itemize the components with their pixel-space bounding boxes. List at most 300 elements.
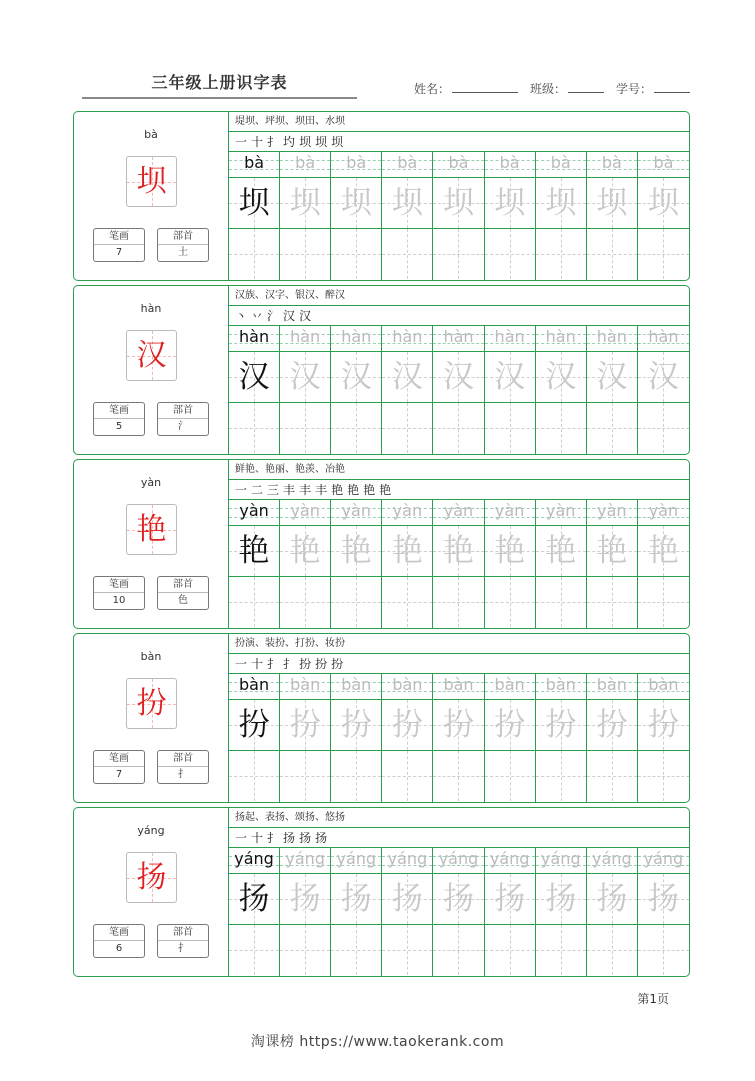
- pinyin-trace: bà: [346, 153, 367, 172]
- char-trace: 艳: [289, 533, 321, 569]
- char-cell[interactable]: [229, 526, 279, 577]
- empty-char-cell[interactable]: [485, 925, 535, 975]
- pinyin-trace: bà: [499, 153, 520, 172]
- char-trace: 艳: [596, 533, 628, 569]
- pinyin-trace: bàn: [545, 675, 576, 694]
- id-field[interactable]: [654, 92, 690, 93]
- pinyin-trace: hàn: [494, 327, 525, 346]
- empty-char-cell[interactable]: [331, 925, 381, 975]
- char-trace: 汉: [289, 359, 321, 395]
- class-field[interactable]: [568, 92, 604, 93]
- practice-grid: [229, 326, 689, 454]
- practice-panel: [229, 808, 689, 976]
- stroke-step: 一: [235, 135, 248, 149]
- pinyin-trace: hàn: [239, 327, 270, 346]
- empty-char-cell[interactable]: [229, 577, 279, 627]
- char-display-box: [126, 678, 177, 729]
- pinyin-cell[interactable]: [382, 326, 432, 352]
- empty-char-cell[interactable]: [638, 577, 689, 627]
- example-words: 鲜艳、艳丽、艳羡、冶艳: [229, 460, 689, 480]
- radical-value: 氵: [178, 421, 188, 432]
- pinyin-cell[interactable]: [280, 326, 330, 352]
- pinyin-cell[interactable]: [587, 500, 637, 526]
- pinyin-cell[interactable]: [382, 848, 432, 874]
- char-cell[interactable]: [433, 352, 483, 403]
- pinyin-cell[interactable]: [382, 674, 432, 700]
- char-display-box: [126, 156, 177, 207]
- char-info-panel: [74, 634, 229, 802]
- char-cell[interactable]: [587, 526, 637, 577]
- pinyin-trace: yàn: [597, 501, 627, 520]
- pinyin-cell[interactable]: [433, 326, 483, 352]
- char-cell[interactable]: [382, 874, 432, 925]
- class-label: 班级：: [529, 82, 566, 96]
- practice-column: [280, 674, 331, 802]
- pinyin-cell[interactable]: [433, 500, 483, 526]
- stroke-step: 丰: [315, 483, 328, 497]
- pinyin-cell[interactable]: [229, 152, 279, 178]
- pinyin-trace: yáng: [285, 849, 325, 868]
- char-cell[interactable]: [536, 700, 586, 751]
- pinyin-trace: yàn: [546, 501, 576, 520]
- char-trace: 坝: [289, 185, 321, 221]
- char-trace: 艳: [391, 533, 423, 569]
- empty-char-cell[interactable]: [587, 925, 637, 975]
- char-cell[interactable]: [229, 352, 279, 403]
- practice-column: [331, 848, 382, 976]
- practice-column: [331, 674, 382, 802]
- char-display: 汉: [136, 338, 167, 373]
- practice-column: [536, 848, 587, 976]
- char-trace: 坝: [647, 185, 679, 221]
- char-trace: 坝: [391, 185, 423, 221]
- practice-panel: [229, 460, 689, 628]
- pinyin-cell[interactable]: [280, 152, 330, 178]
- empty-char-cell[interactable]: [382, 403, 432, 453]
- char-info-panel: [74, 112, 229, 280]
- empty-char-cell[interactable]: [280, 751, 330, 801]
- practice-column: [331, 152, 382, 280]
- empty-char-cell[interactable]: [229, 229, 279, 279]
- stroke-step: 坝: [299, 135, 312, 149]
- char-display-box: [126, 504, 177, 555]
- pinyin-trace: bàn: [341, 675, 372, 694]
- empty-char-cell[interactable]: [587, 577, 637, 627]
- empty-char-cell[interactable]: [587, 229, 637, 279]
- pinyin-cell[interactable]: [485, 848, 535, 874]
- pinyin-cell[interactable]: [587, 152, 637, 178]
- pinyin-trace: bà: [653, 153, 674, 172]
- char-trace: 艳: [494, 533, 526, 569]
- pinyin-cell[interactable]: [587, 326, 637, 352]
- pinyin-cell[interactable]: [331, 848, 381, 874]
- stroke-step: 扌: [267, 657, 280, 671]
- char-cell[interactable]: [433, 178, 483, 229]
- practice-column: [433, 152, 484, 280]
- stroke-step: 扮: [331, 657, 344, 671]
- practice-column: [382, 500, 433, 628]
- pinyin-cell[interactable]: [485, 500, 535, 526]
- pinyin-cell[interactable]: [280, 500, 330, 526]
- strokes-count: 5: [115, 421, 123, 432]
- example-words: 扮演、装扮、打扮、妆扮: [229, 634, 689, 654]
- radical-box: [157, 924, 209, 958]
- pinyin-trace: bà: [601, 153, 622, 172]
- empty-char-cell[interactable]: [433, 403, 483, 453]
- pinyin-cell[interactable]: [433, 152, 483, 178]
- char-cell[interactable]: [587, 178, 637, 229]
- char-trace: 扬: [340, 881, 372, 917]
- char-cell[interactable]: [331, 526, 381, 577]
- stroke-step: 汉: [283, 309, 296, 323]
- pinyin-cell[interactable]: [638, 500, 689, 526]
- empty-char-cell[interactable]: [229, 751, 279, 801]
- char-cell[interactable]: [331, 874, 381, 925]
- char-cell[interactable]: [587, 700, 637, 751]
- strokes-box: [93, 924, 145, 958]
- pinyin-trace: yáng: [234, 849, 274, 868]
- radical-box: [157, 750, 209, 784]
- pinyin-trace: yàn: [443, 501, 474, 520]
- empty-char-cell[interactable]: [638, 925, 689, 975]
- stroke-step: 丷: [251, 309, 264, 323]
- name-field[interactable]: [452, 92, 518, 93]
- practice-column: [280, 500, 331, 628]
- stroke-order: [229, 654, 689, 674]
- empty-char-cell[interactable]: [536, 925, 586, 975]
- empty-char-cell[interactable]: [331, 229, 381, 279]
- pinyin-trace: hàn: [290, 327, 321, 346]
- char-trace: 坝: [340, 185, 372, 221]
- char-cell[interactable]: [485, 526, 535, 577]
- pinyin-cell[interactable]: [587, 674, 637, 700]
- practice-column: [433, 326, 484, 454]
- practice-column: [638, 152, 689, 280]
- empty-char-cell[interactable]: [485, 403, 535, 453]
- empty-char-cell[interactable]: [382, 577, 432, 627]
- pinyin-cell[interactable]: [280, 848, 330, 874]
- char-cell[interactable]: [638, 874, 689, 925]
- practice-column: [485, 326, 536, 454]
- char-info-panel: [74, 286, 229, 454]
- char-trace: 坝: [596, 185, 628, 221]
- pinyin-trace: hàn: [545, 327, 576, 346]
- empty-char-cell[interactable]: [382, 925, 432, 975]
- char-cell[interactable]: [229, 874, 279, 925]
- char-cell[interactable]: [638, 700, 689, 751]
- char-trace: 汉: [647, 359, 679, 395]
- char-trace: 扬: [289, 881, 321, 917]
- pinyin-trace: bà: [550, 153, 571, 172]
- empty-char-cell[interactable]: [587, 751, 637, 801]
- char-trace: 艳: [238, 533, 270, 569]
- empty-char-cell[interactable]: [331, 577, 381, 627]
- char-display: 扬: [136, 860, 167, 895]
- practice-column: [229, 674, 280, 802]
- pinyin-trace: yàn: [494, 501, 525, 520]
- pinyin-trace: bà: [448, 153, 469, 172]
- radical-box: [157, 228, 209, 262]
- stroke-step: 三: [267, 483, 280, 497]
- empty-char-cell[interactable]: [587, 403, 637, 453]
- pinyin-cell[interactable]: [587, 848, 637, 874]
- empty-char-cell[interactable]: [280, 577, 330, 627]
- stroke-step: 艳: [379, 483, 392, 497]
- stroke-step: 艳: [363, 483, 376, 497]
- char-pinyin: bà: [144, 128, 158, 141]
- empty-char-cell[interactable]: [638, 229, 689, 279]
- stroke-step: 坝: [331, 135, 344, 149]
- char-cell[interactable]: [433, 700, 483, 751]
- char-cell[interactable]: [382, 178, 432, 229]
- pinyin-cell[interactable]: [485, 152, 535, 178]
- practice-column: [229, 848, 280, 976]
- char-cell[interactable]: [638, 178, 689, 229]
- pinyin-trace: yáng: [643, 849, 684, 868]
- pinyin-trace: bà: [295, 153, 316, 172]
- char-cell[interactable]: [485, 352, 535, 403]
- char-trace: 艳: [442, 533, 474, 569]
- empty-char-cell[interactable]: [485, 577, 535, 627]
- char-display: 坝: [136, 164, 167, 199]
- practice-column: [382, 152, 433, 280]
- practice-column: [229, 500, 280, 628]
- char-cell[interactable]: [280, 526, 330, 577]
- char-trace: 坝: [442, 185, 474, 221]
- char-trace: 扮: [391, 707, 423, 743]
- empty-char-cell[interactable]: [382, 229, 432, 279]
- practice-column: [638, 326, 689, 454]
- empty-char-cell[interactable]: [229, 925, 279, 975]
- char-trace: 艳: [340, 533, 372, 569]
- pinyin-cell[interactable]: [536, 326, 586, 352]
- empty-char-cell[interactable]: [536, 403, 586, 453]
- empty-char-cell[interactable]: [433, 577, 483, 627]
- char-cell[interactable]: [280, 178, 330, 229]
- char-cell[interactable]: [280, 352, 330, 403]
- char-trace: 汉: [238, 359, 270, 395]
- practice-column: [536, 152, 587, 280]
- practice-column: [587, 152, 638, 280]
- char-trace: 扬: [442, 881, 474, 917]
- char-cell[interactable]: [536, 526, 586, 577]
- char-info-panel: [74, 808, 229, 976]
- char-cell[interactable]: [536, 352, 586, 403]
- pinyin-cell[interactable]: [331, 674, 381, 700]
- char-cell[interactable]: [433, 526, 483, 577]
- title-block: [82, 70, 357, 99]
- char-cell[interactable]: [638, 526, 689, 577]
- pinyin-trace: yáng: [438, 849, 479, 868]
- empty-char-cell[interactable]: [382, 751, 432, 801]
- char-trace: 扬: [391, 881, 423, 917]
- char-trace: 坝: [545, 185, 577, 221]
- empty-char-cell[interactable]: [280, 925, 330, 975]
- stroke-step: 扬: [283, 831, 296, 845]
- pinyin-cell[interactable]: [229, 848, 279, 874]
- practice-column: [229, 326, 280, 454]
- char-cell[interactable]: [536, 178, 586, 229]
- practice-column: [638, 848, 689, 976]
- practice-column: [485, 674, 536, 802]
- pinyin-cell[interactable]: [638, 326, 689, 352]
- char-cell[interactable]: [485, 178, 535, 229]
- char-cell[interactable]: [382, 526, 432, 577]
- empty-char-cell[interactable]: [536, 751, 586, 801]
- radical-label: 部首: [158, 229, 208, 245]
- char-cell[interactable]: [485, 874, 535, 925]
- stroke-step: 扬: [299, 831, 312, 845]
- char-trace: 坝: [238, 185, 270, 221]
- char-cell[interactable]: [485, 700, 535, 751]
- pinyin-cell[interactable]: [280, 674, 330, 700]
- pinyin-cell[interactable]: [229, 500, 279, 526]
- pinyin-cell[interactable]: [485, 674, 535, 700]
- empty-char-cell[interactable]: [536, 577, 586, 627]
- radical-label: 部首: [158, 925, 208, 941]
- pinyin-trace: bàn: [648, 675, 679, 694]
- character-card: [73, 111, 690, 281]
- char-cell[interactable]: [382, 352, 432, 403]
- practice-column: [331, 326, 382, 454]
- empty-char-cell[interactable]: [485, 229, 535, 279]
- stroke-order: [229, 132, 689, 152]
- pinyin-trace: yáng: [387, 849, 428, 868]
- char-cell[interactable]: [382, 700, 432, 751]
- char-cell[interactable]: [280, 700, 330, 751]
- empty-char-cell[interactable]: [331, 403, 381, 453]
- pinyin-cell[interactable]: [536, 152, 586, 178]
- pinyin-cell[interactable]: [485, 326, 535, 352]
- radical-value: 扌: [178, 943, 188, 954]
- pinyin-trace: hàn: [443, 327, 474, 346]
- stroke-step: 扮: [299, 657, 312, 671]
- stroke-step: 十: [251, 657, 264, 671]
- pinyin-cell[interactable]: [638, 848, 689, 874]
- practice-column: [382, 848, 433, 976]
- char-cell[interactable]: [280, 874, 330, 925]
- char-cell[interactable]: [536, 874, 586, 925]
- empty-char-cell[interactable]: [280, 229, 330, 279]
- char-cell[interactable]: [638, 352, 689, 403]
- pinyin-cell[interactable]: [638, 674, 689, 700]
- pinyin-cell[interactable]: [433, 848, 483, 874]
- pinyin-cell[interactable]: [536, 848, 586, 874]
- char-cell[interactable]: [229, 178, 279, 229]
- strokes-box: [93, 750, 145, 784]
- pinyin-cell[interactable]: [331, 326, 381, 352]
- practice-column: [382, 674, 433, 802]
- pinyin-cell[interactable]: [229, 674, 279, 700]
- stroke-step: 氵: [267, 309, 280, 323]
- empty-char-cell[interactable]: [485, 751, 535, 801]
- char-cell[interactable]: [331, 352, 381, 403]
- practice-column: [331, 500, 382, 628]
- empty-char-cell[interactable]: [638, 751, 689, 801]
- char-trace: 扬: [647, 881, 679, 917]
- pinyin-cell[interactable]: [331, 152, 381, 178]
- char-trace: 扬: [494, 881, 526, 917]
- strokes-box: [93, 228, 145, 262]
- id-label: 学号：: [615, 82, 652, 96]
- char-pinyin: hàn: [140, 302, 162, 315]
- char-trace: 扮: [442, 707, 474, 743]
- strokes-label: 笔画: [94, 925, 144, 941]
- pinyin-trace: yàn: [290, 501, 320, 520]
- empty-char-cell[interactable]: [433, 751, 483, 801]
- pinyin-cell[interactable]: [536, 500, 586, 526]
- pinyin-cell[interactable]: [331, 500, 381, 526]
- practice-column: [485, 500, 536, 628]
- strokes-count: 6: [115, 943, 123, 954]
- char-cell[interactable]: [229, 700, 279, 751]
- char-cell[interactable]: [433, 874, 483, 925]
- empty-char-cell[interactable]: [331, 751, 381, 801]
- radical-box: [157, 576, 209, 610]
- char-trace: 扮: [289, 707, 321, 743]
- empty-char-cell[interactable]: [536, 229, 586, 279]
- pinyin-cell[interactable]: [382, 152, 432, 178]
- stroke-step: 艳: [331, 483, 344, 497]
- char-trace: 扮: [494, 707, 526, 743]
- radical-box: [157, 402, 209, 436]
- char-trace: 坝: [494, 185, 526, 221]
- practice-column: [433, 500, 484, 628]
- pinyin-trace: yáng: [592, 849, 632, 868]
- practice-column: [433, 674, 484, 802]
- char-display-box: [126, 852, 177, 903]
- char-trace: 汉: [545, 359, 577, 395]
- strokes-count: 7: [115, 247, 123, 258]
- empty-char-cell[interactable]: [433, 925, 483, 975]
- stroke-step: 汉: [299, 309, 312, 323]
- char-trace: 汉: [391, 359, 423, 395]
- practice-column: [587, 500, 638, 628]
- strokes-count: 10: [112, 595, 126, 606]
- stroke-step: 艳: [347, 483, 360, 497]
- practice-column: [536, 326, 587, 454]
- pinyin-cell[interactable]: [536, 674, 586, 700]
- empty-char-cell[interactable]: [433, 229, 483, 279]
- empty-char-cell[interactable]: [280, 403, 330, 453]
- practice-grid: [229, 500, 689, 628]
- char-cell[interactable]: [331, 178, 381, 229]
- char-cell[interactable]: [587, 352, 637, 403]
- pinyin-cell[interactable]: [638, 152, 689, 178]
- pinyin-cell[interactable]: [229, 326, 279, 352]
- stroke-order: [229, 306, 689, 326]
- strokes-label: 笔画: [94, 751, 144, 767]
- pinyin-trace: yáng: [540, 849, 581, 868]
- pinyin-trace: bàn: [443, 675, 474, 694]
- example-words: 堤坝、坪坝、坝田、水坝: [229, 112, 689, 132]
- page-header: [82, 70, 690, 100]
- strokes-count: 7: [115, 769, 123, 780]
- char-trace: 扮: [596, 707, 628, 743]
- stroke-order: [229, 828, 689, 848]
- pinyin-trace: yàn: [341, 501, 371, 520]
- pinyin-trace: bàn: [596, 675, 627, 694]
- empty-char-cell[interactable]: [229, 403, 279, 453]
- practice-column: [587, 674, 638, 802]
- char-trace: 扬: [238, 881, 270, 917]
- char-cell[interactable]: [331, 700, 381, 751]
- char-cell[interactable]: [587, 874, 637, 925]
- character-card: [73, 807, 690, 977]
- pinyin-cell[interactable]: [433, 674, 483, 700]
- empty-char-cell[interactable]: [638, 403, 689, 453]
- pinyin-cell[interactable]: [382, 500, 432, 526]
